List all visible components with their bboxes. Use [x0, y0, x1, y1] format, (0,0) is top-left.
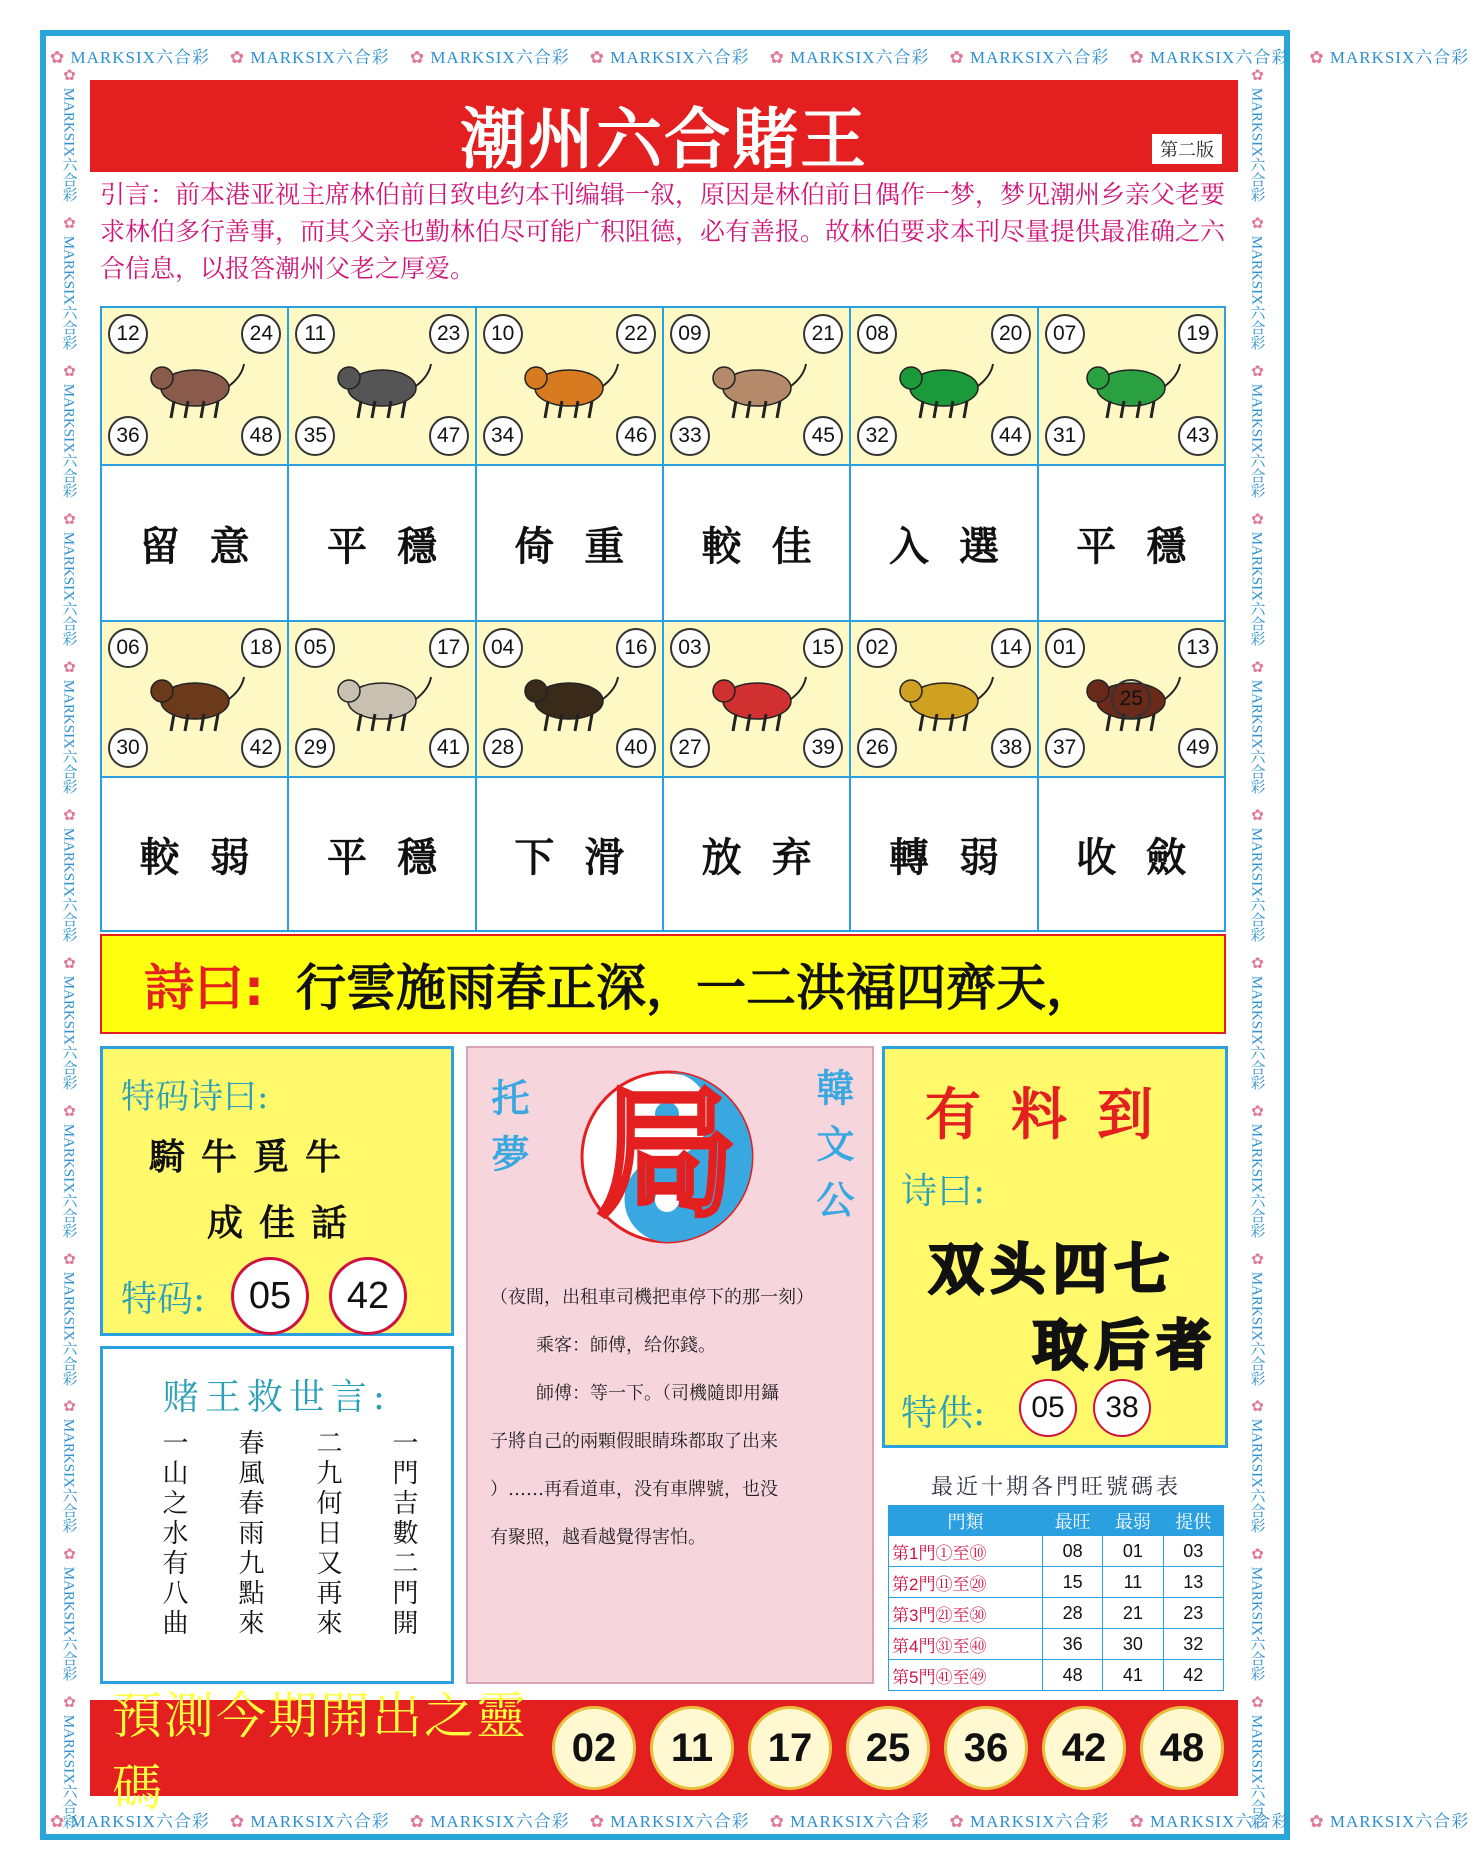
words-column: 一山之水有八曲	[158, 1429, 188, 1639]
number-ball: 25	[1111, 679, 1151, 719]
table-row	[889, 1567, 1224, 1598]
table-cell: 28	[1042, 1598, 1102, 1629]
material-box	[882, 1046, 1228, 1448]
table-cell: 第5門㊶至㊾	[889, 1660, 1043, 1691]
table-row	[889, 1598, 1224, 1629]
number-ball: 46	[616, 416, 656, 456]
number-ball: 28	[483, 728, 523, 768]
zodiac-cell	[664, 622, 851, 776]
special-code-line1: 騎牛覓牛	[149, 1137, 358, 1178]
dream-story	[490, 1274, 860, 1562]
table-cell: 36	[1042, 1629, 1102, 1660]
number-ball: 14	[991, 628, 1031, 668]
footer-ball: 42	[1042, 1706, 1126, 1790]
table-cell: 第4門㉛至㊵	[889, 1629, 1043, 1660]
number-ball: 22	[616, 314, 656, 354]
number-ball: 02	[857, 628, 897, 668]
table-cell: 48	[1042, 1660, 1102, 1691]
table-cell: 21	[1103, 1598, 1163, 1629]
zodiac-cell	[477, 622, 664, 776]
table-cell: 第2門⑪至⑳	[889, 1567, 1043, 1598]
table-cell: 42	[1163, 1660, 1223, 1691]
number-ball: 43	[1178, 416, 1218, 456]
gambler-words-title: 赌王救世言:	[162, 1377, 392, 1418]
number-ball: 05	[295, 628, 335, 668]
dream-box	[466, 1046, 874, 1684]
table-row	[889, 1536, 1224, 1567]
gate-table	[888, 1505, 1224, 1691]
table-cell: 01	[1103, 1536, 1163, 1567]
number-ball: 21	[803, 314, 843, 354]
number-ball: 31	[1045, 416, 1085, 456]
gambler-words-box	[100, 1346, 454, 1684]
words-column: 春風春雨九點來	[234, 1429, 264, 1639]
material-supply-label: 特供:	[901, 1393, 986, 1434]
goat-icon	[327, 659, 437, 739]
footer-numbers	[552, 1706, 1238, 1790]
page-title: 潮州六合賭王	[460, 100, 868, 178]
number-ball: 38	[991, 728, 1031, 768]
number-ball: 04	[483, 628, 523, 668]
number-ball: 33	[670, 416, 710, 456]
words-column: 二九何日又再來	[312, 1429, 342, 1639]
number-ball: 26	[857, 728, 897, 768]
supply-ball: 05	[1019, 1379, 1077, 1437]
number-ball: 19	[1178, 314, 1218, 354]
table-cell: 15	[1042, 1567, 1102, 1598]
words-column: 一門吉數二門開	[388, 1429, 418, 1639]
number-ball: 20	[991, 314, 1031, 354]
number-ball: 39	[803, 728, 843, 768]
number-ball: 10	[483, 314, 523, 354]
footer-ball: 48	[1140, 1706, 1224, 1790]
number-ball: 40	[616, 728, 656, 768]
table-row	[889, 1629, 1224, 1660]
number-ball: 48	[241, 416, 281, 456]
material-line1: 双头四七	[929, 1238, 1177, 1301]
zodiac-cell	[664, 308, 851, 464]
number-ball: 44	[991, 416, 1031, 456]
table-cell: 23	[1163, 1598, 1223, 1629]
tiger-icon	[514, 346, 624, 426]
number-ball: 34	[483, 416, 523, 456]
supply-ball: 38	[1093, 1379, 1151, 1437]
ox-icon	[327, 346, 437, 426]
fortune-label: 入選	[851, 466, 1038, 620]
table-cell: 第1門①至⑩	[889, 1536, 1043, 1567]
story-line: 子將自己的兩顆假眼睛珠都取了出来	[490, 1431, 778, 1452]
table-cell: 32	[1163, 1629, 1223, 1660]
header-banner	[90, 80, 1238, 178]
zodiac-cell	[102, 622, 289, 776]
material-title: 有料到	[925, 1083, 1183, 1148]
col-header: 提供	[1163, 1506, 1223, 1536]
poem-bar	[100, 934, 1226, 1034]
number-ball: 24	[241, 314, 281, 354]
number-ball: 27	[670, 728, 710, 768]
rat-icon	[140, 346, 250, 426]
footer-ball: 11	[650, 1706, 734, 1790]
fortune-label: 留意	[102, 466, 289, 620]
story-line: ）……再看道車，没有車牌號，也没	[490, 1479, 778, 1500]
emblem-character: 局	[596, 1074, 737, 1237]
rabbit-icon	[702, 346, 812, 426]
fortune-label: 較弱	[102, 778, 289, 930]
number-ball: 06	[108, 628, 148, 668]
material-line2: 取后者	[1033, 1314, 1219, 1377]
number-ball: 47	[429, 416, 469, 456]
number-ball: 18	[241, 628, 281, 668]
fortune-label: 倚重	[477, 466, 664, 620]
number-ball: 30	[108, 728, 148, 768]
table-cell: 11	[1103, 1567, 1163, 1598]
zodiac-grid	[100, 306, 1226, 932]
zodiac-cell	[289, 622, 476, 776]
number-ball: 15	[803, 628, 843, 668]
footer-ball: 36	[944, 1706, 1028, 1790]
table-cell: 第3門㉑至㉚	[889, 1598, 1043, 1629]
fortune-label: 平穩	[1039, 466, 1224, 620]
col-header: 最旺	[1042, 1506, 1102, 1536]
footer-ball: 02	[552, 1706, 636, 1790]
zodiac-cell	[289, 308, 476, 464]
special-code-line2: 成佳話	[207, 1203, 364, 1244]
number-ball: 37	[1045, 728, 1085, 768]
story-line: 有聚照，越看越覺得害怕。	[490, 1527, 706, 1548]
table-row	[889, 1660, 1224, 1691]
fortune-label: 平穩	[289, 466, 476, 620]
number-ball: 12	[108, 314, 148, 354]
special-code-ball: 05	[231, 1257, 309, 1335]
poem-text: 行雲施雨春正深，一二洪福四齊天，	[296, 959, 1096, 1017]
snake-icon	[1076, 346, 1186, 426]
fortune-label: 收斂	[1039, 778, 1224, 930]
watermark-right: ✿ MARKSIX六合彩 ✿ MARKSIX六合彩 ✿ MARKSIX六合彩 ✿ MARKSIX六合彩 ✿ MARKSIX六合彩 ✿ MARKSIX六合彩 ✿ MARKSIX六合彩 ✿ MARKSIX六合彩 ✿ MARKSIX六合彩 ✿ MARKSIX六合彩 ✿ MARKSIX六合彩 ✿ MARKSIX六合彩	[1240, 60, 1274, 1812]
col-header: 最弱	[1103, 1506, 1163, 1536]
number-ball: 41	[429, 728, 469, 768]
story-line: （夜間，出租車司機把車停下的那一刻）	[490, 1287, 814, 1308]
footer-ball: 17	[748, 1706, 832, 1790]
zodiac-cell	[1039, 622, 1224, 776]
special-code-ball: 42	[329, 1257, 407, 1335]
zodiac-cell	[851, 622, 1038, 776]
dream-left-text: 托夢	[485, 1078, 529, 1190]
number-ball: 07	[1045, 314, 1085, 354]
zodiac-cell	[1039, 308, 1224, 464]
poem-label: 詩曰:	[144, 959, 264, 1017]
footer-label: 預測今期開出之靈碼	[112, 1687, 528, 1817]
number-ball: 36	[108, 416, 148, 456]
special-code-label: 特码诗曰:	[121, 1077, 269, 1117]
monkey-icon	[514, 659, 624, 739]
fortune-label: 放弃	[664, 778, 851, 930]
table-cell: 41	[1103, 1660, 1163, 1691]
gate-table-title: 最近十期各門旺號碼表	[930, 1475, 1181, 1500]
number-ball: 29	[295, 728, 335, 768]
fortune-label: 轉弱	[851, 778, 1038, 930]
number-ball: 35	[295, 416, 335, 456]
rooster-icon	[702, 659, 812, 739]
story-line: 師傅：等一下。（司機隨即用鑷	[536, 1383, 779, 1404]
footer-ball: 25	[846, 1706, 930, 1790]
number-ball: 03	[670, 628, 710, 668]
watermark-left: ✿ MARKSIX六合彩 ✿ MARKSIX六合彩 ✿ MARKSIX六合彩 ✿ MARKSIX六合彩 ✿ MARKSIX六合彩 ✿ MARKSIX六合彩 ✿ MARKSIX六合彩 ✿ MARKSIX六合彩 ✿ MARKSIX六合彩 ✿ MARKSIX六合彩 ✿ MARKSIX六合彩 ✿ MARKSIX六合彩	[52, 60, 86, 1812]
number-ball: 42	[241, 728, 281, 768]
watermark-bottom: ✿ MARKSIX六合彩 ✿ MARKSIX六合彩 ✿ MARKSIX六合彩 ✿ MARKSIX六合彩 ✿ MARKSIX六合彩 ✿ MARKSIX六合彩 ✿ MARKSIX六合彩 ✿ MARKSIX六合彩	[40, 1802, 1280, 1836]
fortune-label: 下滑	[477, 778, 664, 930]
number-ball: 13	[1178, 628, 1218, 668]
special-code-code-label: 特码:	[121, 1279, 206, 1320]
horse-icon	[140, 659, 250, 739]
edition-label: 第二版	[1152, 134, 1222, 164]
number-ball: 08	[857, 314, 897, 354]
dog-icon	[889, 659, 999, 739]
table-cell: 03	[1163, 1536, 1223, 1567]
zodiac-cell	[477, 308, 664, 464]
table-cell: 08	[1042, 1536, 1102, 1567]
number-ball: 45	[803, 416, 843, 456]
story-line: 乘客：師傅，给你錢。	[536, 1335, 716, 1356]
number-ball: 23	[429, 314, 469, 354]
watermark-top: ✿ MARKSIX六合彩 ✿ MARKSIX六合彩 ✿ MARKSIX六合彩 ✿ MARKSIX六合彩 ✿ MARKSIX六合彩 ✿ MARKSIX六合彩 ✿ MARKSIX六合彩 ✿ MARKSIX六合彩	[40, 38, 1280, 72]
special-code-box	[100, 1046, 454, 1336]
dragon-icon	[889, 346, 999, 426]
fortune-label: 平穩	[289, 778, 476, 930]
number-ball: 32	[857, 416, 897, 456]
number-ball: 09	[670, 314, 710, 354]
col-header: 門類	[889, 1506, 1043, 1536]
footer-banner	[90, 1687, 1238, 1817]
number-ball: 16	[616, 628, 656, 668]
gate-table-wrap	[888, 1470, 1224, 1691]
dream-right-text: 韓文公	[810, 1068, 854, 1236]
intro-text: 引言：前本港亚视主席林伯前日致电约本刊编辑一叙，原因是林伯前日偶作一梦，梦见潮州乡亲父老要求林伯多行善事，而其父亲也勤林伯尽可能广积阻德，必有善报。故林伯要求本刊尽量提供最准确之六合信息，以报答潮州父老之厚爱。	[100, 180, 1226, 283]
material-poem-label: 诗曰:	[901, 1171, 986, 1212]
number-ball: 01	[1045, 628, 1085, 668]
number-ball: 49	[1178, 728, 1218, 768]
fortune-label: 較佳	[664, 466, 851, 620]
table-cell: 30	[1103, 1629, 1163, 1660]
number-ball: 17	[429, 628, 469, 668]
zodiac-cell	[851, 308, 1038, 464]
zodiac-cell	[102, 308, 289, 464]
number-ball: 11	[295, 314, 335, 354]
table-cell: 13	[1163, 1567, 1223, 1598]
